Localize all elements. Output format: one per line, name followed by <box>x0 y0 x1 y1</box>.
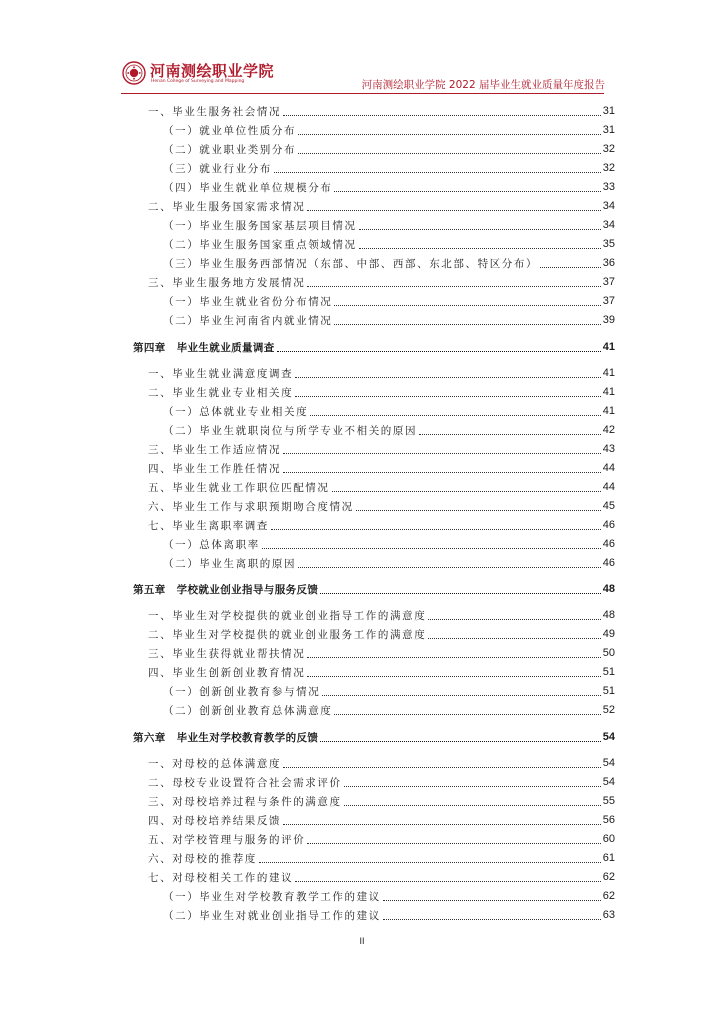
toc-entry-page: 35 <box>602 238 615 250</box>
toc-entry[interactable] <box>163 535 615 553</box>
toc-entry-title: （一）就业单位性质分布 <box>163 124 297 137</box>
toc-entry-page: 46 <box>602 519 615 531</box>
toc-dot-leader <box>295 880 601 882</box>
toc-entry-title: （一）总体离职率 <box>163 538 260 551</box>
toc-entry-page: 33 <box>602 181 615 193</box>
toc-entry[interactable] <box>148 497 615 515</box>
toc-dot-leader <box>334 190 600 192</box>
toc-entry-title: （二）创新创业教育总体满意度 <box>163 704 333 717</box>
toc-entry-title: 四、毕业生创新创业教育情况 <box>148 666 306 679</box>
toc-dot-leader <box>274 171 601 173</box>
toc-entry-title: （三）毕业生服务西部情况（东部、中部、西部、东北部、特区分布） <box>163 257 539 270</box>
toc-dot-leader <box>322 694 600 696</box>
toc-entry-page: 45 <box>602 500 615 512</box>
toc-entry[interactable] <box>148 625 615 643</box>
toc-entry-title: 六、毕业生工作与求职预期吻合度情况 <box>148 500 354 513</box>
toc-dot-leader <box>383 918 601 920</box>
toc-entry-title: 三、毕业生服务地方发展情况 <box>148 276 306 289</box>
toc-dot-leader <box>298 566 601 568</box>
toc-dot-leader <box>334 304 600 306</box>
toc-dot-leader <box>295 395 601 397</box>
toc-entry-page: 50 <box>602 647 615 659</box>
toc-dot-leader <box>307 656 600 658</box>
toc-entry-title: （一）总体就业专业相关度 <box>163 405 309 418</box>
toc-entry-title: 一、毕业生对学校提供的就业创业指导工作的满意度 <box>148 609 427 622</box>
toc-dot-leader <box>540 266 601 268</box>
toc-entry-page: 46 <box>602 538 615 550</box>
toc-entry-title: 二、毕业生服务国家需求情况 <box>148 200 306 213</box>
report-title: 河南测绘职业学院 2022 届毕业生就业质量年度报告 <box>361 79 605 91</box>
toc-entry[interactable] <box>163 254 615 272</box>
toc-entry-page: 49 <box>602 628 615 640</box>
toc-entry-title: 三、对母校培养过程与条件的满意度 <box>148 795 342 808</box>
toc-dot-leader <box>295 376 601 378</box>
school-logo-name: 河南测绘职业学院 <box>150 62 275 80</box>
toc-dot-leader <box>307 842 600 844</box>
toc-dot-leader <box>344 804 601 806</box>
toc-entry-page: 60 <box>602 833 615 845</box>
toc-entry-title: 二、毕业生就业专业相关度 <box>148 386 294 399</box>
toc-entry[interactable] <box>163 421 615 439</box>
toc-entry[interactable] <box>148 849 615 867</box>
school-seal-icon <box>122 61 146 85</box>
toc-entry-title: （一）毕业生服务国家基层项目情况 <box>163 219 357 232</box>
toc-entry[interactable] <box>163 906 615 924</box>
toc-entry-page: 36 <box>602 257 615 269</box>
page-header <box>120 58 605 92</box>
toc-entry[interactable] <box>163 887 615 905</box>
toc-entry-title: （二）毕业生就职岗位与所学专业不相关的原因 <box>163 424 418 437</box>
toc-entry-title: 一、对母校的总体满意度 <box>148 757 282 770</box>
toc-dot-leader <box>419 433 601 435</box>
toc-dot-leader <box>334 323 600 325</box>
toc-entry-title: 四、毕业生工作胜任情况 <box>148 462 282 475</box>
toc-dot-leader <box>320 740 600 742</box>
toc-entry-title: （三）就业行业分布 <box>163 162 272 175</box>
toc-entry[interactable] <box>163 682 615 700</box>
toc-entry-page: 41 <box>602 367 615 379</box>
toc-entry-page: 37 <box>602 276 615 288</box>
toc-dot-leader <box>359 228 601 230</box>
toc-entry[interactable] <box>148 459 615 477</box>
toc-entry[interactable] <box>163 159 615 177</box>
toc-entry[interactable] <box>163 292 615 310</box>
toc-entry-title: 七、毕业生离职率调查 <box>148 519 269 532</box>
toc-entry-title: （一）毕业生对学校教育教学工作的建议 <box>163 890 381 903</box>
toc-dot-leader <box>283 766 601 768</box>
toc-entry-title: 三、毕业生工作适应情况 <box>148 443 282 456</box>
toc-entry[interactable] <box>148 440 615 458</box>
toc-entry-page: 51 <box>602 685 615 697</box>
toc-dot-leader <box>283 823 601 825</box>
toc-entry[interactable] <box>148 754 615 772</box>
toc-entry[interactable] <box>148 644 615 662</box>
toc-entry-page: 44 <box>602 462 615 474</box>
toc-dot-leader <box>428 637 600 639</box>
page-number: II <box>359 936 365 946</box>
toc-entry-title: （一）创新创业教育参与情况 <box>163 685 321 698</box>
toc-entry-page: 41 <box>602 405 615 417</box>
toc-entry-page: 62 <box>602 890 615 902</box>
toc-dot-leader <box>271 528 601 530</box>
toc-entry-page: 46 <box>602 557 615 569</box>
toc-dot-leader <box>334 713 600 715</box>
toc-entry-title: （二）毕业生河南省内就业情况 <box>163 314 333 327</box>
toc-dot-leader <box>283 114 601 116</box>
toc-entry-page: 63 <box>602 909 615 921</box>
toc-dot-leader <box>277 350 601 352</box>
toc-entry-title: 五、毕业生就业工作职位匹配情况 <box>148 481 330 494</box>
toc-chapter-entry[interactable] <box>133 580 615 598</box>
toc-entry[interactable] <box>148 792 615 810</box>
toc-dot-leader <box>307 285 600 287</box>
toc-entry[interactable] <box>148 102 615 120</box>
toc-entry-page: 51 <box>602 666 615 678</box>
toc-entry-page: 54 <box>602 757 615 769</box>
toc-entry-title: （一）毕业生就业省份分布情况 <box>163 295 333 308</box>
toc-entry-title: （二）毕业生对就业创业指导工作的建议 <box>163 909 381 922</box>
toc-dot-leader <box>298 152 601 154</box>
toc-entry-title: 第四章 毕业生就业质量调查 <box>133 341 275 354</box>
toc-entry-page: 44 <box>602 481 615 493</box>
toc-entry[interactable] <box>148 364 615 382</box>
toc-dot-leader <box>428 618 600 620</box>
toc-entry-page: 42 <box>602 424 615 436</box>
toc-entry-page: 54 <box>602 731 615 743</box>
toc-entry-page: 39 <box>602 314 615 326</box>
toc-entry-title: 第五章 学校就业创业指导与服务反馈 <box>133 583 319 596</box>
toc-dot-leader <box>307 675 600 677</box>
toc-entry-page: 52 <box>602 704 615 716</box>
toc-entry-title: （二）毕业生离职的原因 <box>163 557 297 570</box>
toc-dot-leader <box>298 133 601 135</box>
toc-entry-title: 五、对学校管理与服务的评价 <box>148 833 306 846</box>
toc-entry[interactable] <box>148 606 615 624</box>
toc-entry[interactable] <box>163 178 615 196</box>
toc-dot-leader <box>359 247 601 249</box>
toc-entry-page: 56 <box>602 814 615 826</box>
toc-entry-page: 54 <box>602 776 615 788</box>
toc-entry[interactable] <box>148 830 615 848</box>
toc-entry-title: 一、毕业生服务社会情况 <box>148 105 282 118</box>
toc-entry[interactable] <box>148 478 615 496</box>
toc-entry[interactable] <box>163 311 615 329</box>
toc-entry[interactable] <box>148 811 615 829</box>
toc-dot-leader <box>307 209 600 211</box>
toc-entry[interactable] <box>148 773 615 791</box>
toc-entry-title: 四、对母校培养结果反馈 <box>148 814 282 827</box>
toc-dot-leader <box>332 490 601 492</box>
toc-entry[interactable] <box>163 701 615 719</box>
toc-dot-leader <box>356 509 601 511</box>
toc-entry-page: 43 <box>602 443 615 455</box>
toc-dot-leader <box>283 471 601 473</box>
toc-dot-leader <box>383 899 601 901</box>
toc-entry-page: 31 <box>602 105 615 117</box>
toc-entry-title: （四）毕业生就业单位规模分布 <box>163 181 333 194</box>
toc-entry-title: 六、对母校的推荐度 <box>148 852 257 865</box>
toc-entry-title: 三、毕业生获得就业帮扶情况 <box>148 647 306 660</box>
toc-dot-leader <box>344 785 601 787</box>
toc-entry-page: 31 <box>602 124 615 136</box>
toc-entry-title: 七、对母校相关工作的建议 <box>148 871 294 884</box>
toc-entry[interactable] <box>163 235 615 253</box>
toc-entry-page: 41 <box>602 386 615 398</box>
toc-entry[interactable] <box>163 140 615 158</box>
toc-entry[interactable] <box>148 273 615 291</box>
toc-entry[interactable] <box>148 868 615 886</box>
toc-chapter-entry[interactable] <box>133 728 615 746</box>
toc-entry-page: 55 <box>602 795 615 807</box>
toc-entry[interactable] <box>148 663 615 681</box>
toc-chapter-entry[interactable] <box>133 338 615 356</box>
toc-entry-title: （二）就业职业类别分布 <box>163 143 297 156</box>
toc-dot-leader <box>259 861 601 863</box>
toc-entry-title: 二、母校专业设置符合社会需求评价 <box>148 776 342 789</box>
toc-entry-page: 34 <box>602 219 615 231</box>
toc-entry-title: 一、毕业生就业满意度调查 <box>148 367 294 380</box>
toc-entry-page: 32 <box>602 143 615 155</box>
toc-entry-page: 48 <box>602 609 615 621</box>
toc-entry-page: 34 <box>602 200 615 212</box>
toc-entry-title: （二）毕业生服务国家重点领域情况 <box>163 238 357 251</box>
toc-entry[interactable] <box>148 516 615 534</box>
toc-entry[interactable] <box>163 402 615 420</box>
toc-entry-page: 32 <box>602 162 615 174</box>
toc-dot-leader <box>310 414 601 416</box>
toc-dot-leader <box>320 592 600 594</box>
toc-entry[interactable] <box>148 383 615 401</box>
toc-entry[interactable] <box>148 197 615 215</box>
school-logo-english: Henan College of Surveying and Mapping <box>151 79 245 84</box>
toc-entry[interactable] <box>163 216 615 234</box>
toc-entry-title: 第六章 毕业生对学校教育教学的反馈 <box>133 731 319 744</box>
toc-entry[interactable] <box>163 554 615 572</box>
toc-entry-page: 61 <box>602 852 615 864</box>
toc-entry-page: 37 <box>602 295 615 307</box>
toc-entry-page: 48 <box>602 583 615 595</box>
toc-entry-page: 41 <box>602 341 615 353</box>
toc-entry[interactable] <box>163 121 615 139</box>
toc-entry-page: 62 <box>602 871 615 883</box>
header-divider <box>121 93 604 94</box>
toc-dot-leader <box>262 547 601 549</box>
toc-dot-leader <box>283 452 601 454</box>
toc-entry-title: 二、毕业生对学校提供的就业创业服务工作的满意度 <box>148 628 427 641</box>
